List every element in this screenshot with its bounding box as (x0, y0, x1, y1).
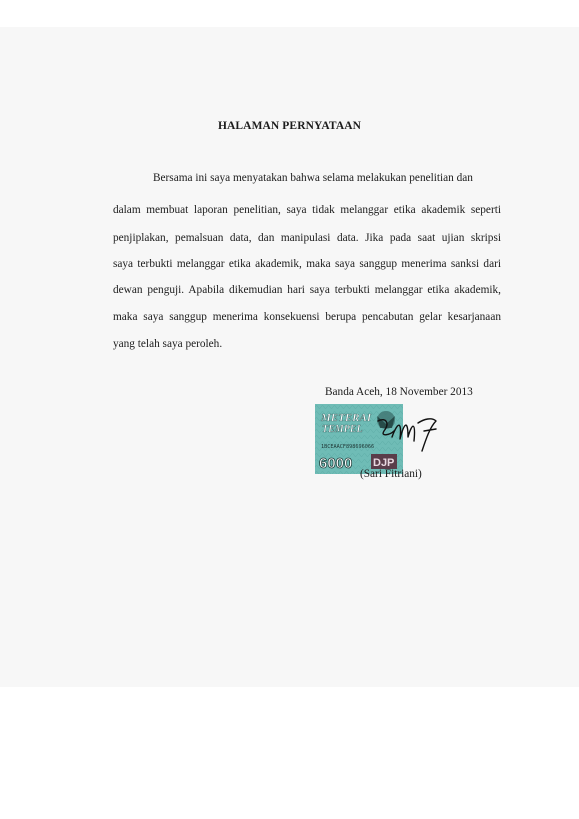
stamp-value: 6000 (319, 455, 353, 472)
statement-line: dewan penguji. Apabila dikemudian hari saya terbukti melanggar etika akademik, (113, 284, 501, 296)
statement-line: dalam membuat laporan penelitian, saya tidak melanggar etika akademik seperti (113, 204, 501, 216)
signer-name: (Sari Fitriani) (360, 468, 422, 480)
handwritten-signature (372, 413, 440, 455)
statement-line: yang telah saya peroleh. (113, 338, 223, 350)
statement-line: penjiplakan, pemalsuan data, dan manipulasi data. Jika pada saat ujian skripsi (113, 232, 501, 244)
stamp-mark: DJP (373, 457, 395, 469)
stamp-serial: 1BCEAACF898696066 (321, 444, 375, 450)
page-title: HALAMAN PERNYATAAN (217, 120, 362, 132)
statement-line: maka saya sanggup menerima konsekuensi berupa pencabutan gelar kesarjanaan (113, 311, 501, 323)
statement-line: Bersama ini saya menyatakan bahwa selama melakukan penelitian dan (153, 172, 473, 184)
statement-line: saya terbukti melanggar etika akademik, maka saya sanggup menerima sanksi dari (113, 258, 501, 270)
stamp-line2: TEMPEL (322, 424, 363, 435)
stamp-line1: METERAI (321, 412, 372, 424)
place-date: Banda Aceh, 18 November 2013 (325, 386, 473, 398)
